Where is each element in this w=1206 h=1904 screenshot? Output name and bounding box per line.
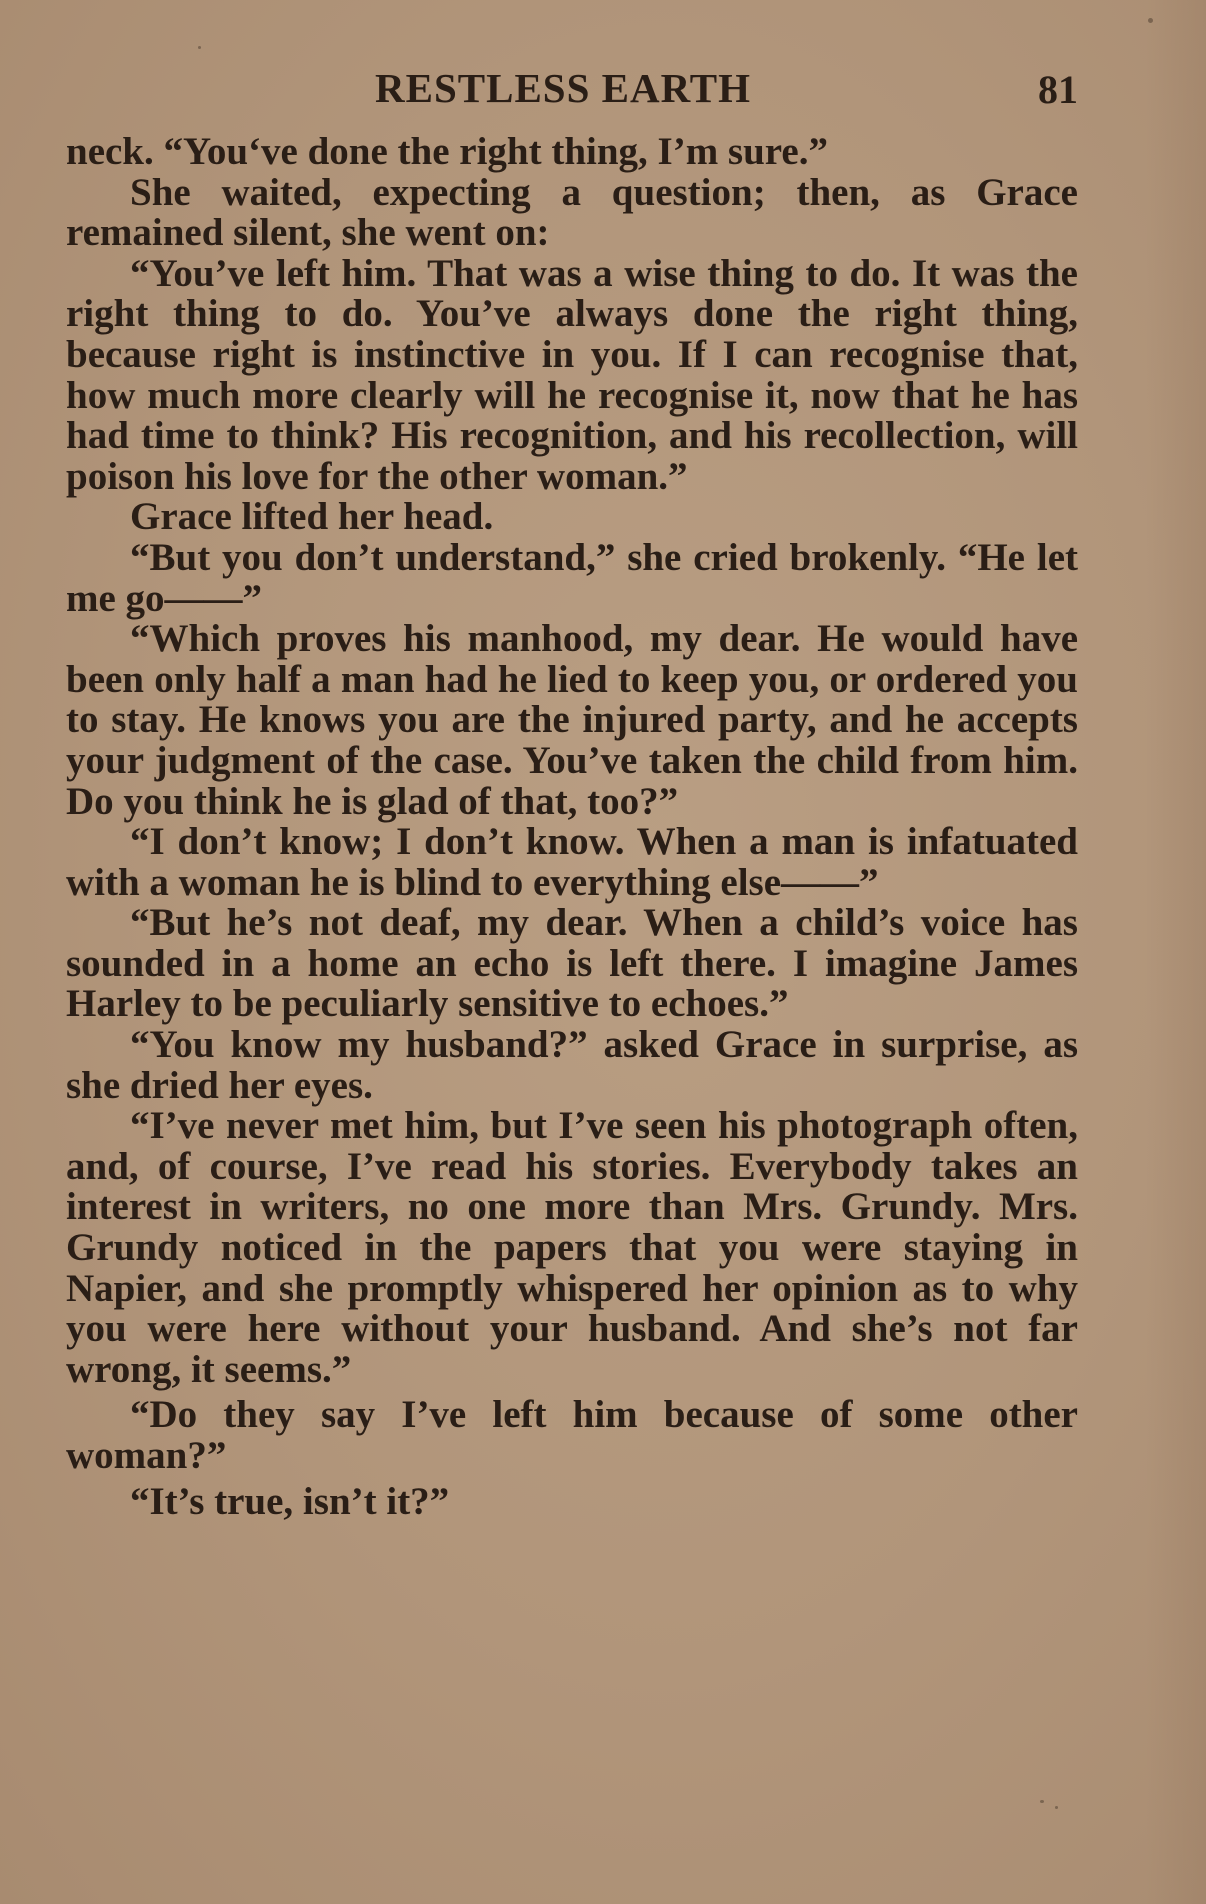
paragraph: “I don’t know; I don’t know. When a man is infatuated with a woman he is blind to everything else——” — [66, 820, 1078, 904]
paragraph: “Do they say I’ve left him because of some other woman?” — [66, 1393, 1078, 1477]
paragraph: Grace lifted her head. — [130, 495, 494, 539]
page-number: 81 — [1038, 67, 1078, 112]
running-title: RESTLESS EARTH — [375, 65, 752, 111]
page-header — [0, 64, 1206, 114]
paragraph: “You know my husband?” asked Grace in surprise, as she dried her eyes. — [66, 1023, 1078, 1107]
paragraph: “I’ve never met him, but I’ve seen his photograph often, and, of course, I’ve read his stories. Everybody takes an interest in writers, no one more than Mrs. Grundy. Mrs. Grundy noticed in the papers that you were staying in Napier, and she promptly whispered her opinion as to why you were here without your husband. And she’s not far wrong, it seems.” — [66, 1104, 1078, 1391]
paper-speck — [1040, 1800, 1044, 1803]
paragraph: “It’s true, isn’t it?” — [130, 1479, 450, 1523]
paragraph: “But he’s not deaf, my dear. When a child’s voice has sounded in a home an echo is left there. I imagine James Harley to be peculiarly sensitive to echoes.” — [66, 901, 1078, 1026]
body-text — [66, 132, 1078, 1522]
paper-speck — [1148, 18, 1153, 23]
paper-speck — [198, 46, 201, 49]
paragraph: “But you don’t understand,” she cried brokenly. “He let me go——” — [66, 535, 1078, 620]
page-edge-shading — [1146, 0, 1206, 1904]
paper-speck — [1055, 1806, 1058, 1809]
paragraph: “You’ve left him. That was a wise thing to do. It was the right thing to do. You’ve always done the right thing, because right is instinctive in you. If I can recognise that, how much more clearly will he recognise it, now that he has had time to think? His recognition, and his recollection, will poison his love for the other woman.” — [66, 251, 1078, 498]
paragraph: neck. “You‘ve done the right thing, I’m sure.” — [66, 130, 828, 173]
paragraph: “Which proves his manhood, my dear. He would have been only half a man had he lied to keep you, or ordered you to stay. He knows you are the injured party, and he accepts your judgment of the case. You’ve taken the child from him. Do you think he is glad of that, too?” — [66, 617, 1078, 823]
paragraph: She waited, expecting a question; then, as Grace remained silent, she went on: — [66, 170, 1078, 255]
